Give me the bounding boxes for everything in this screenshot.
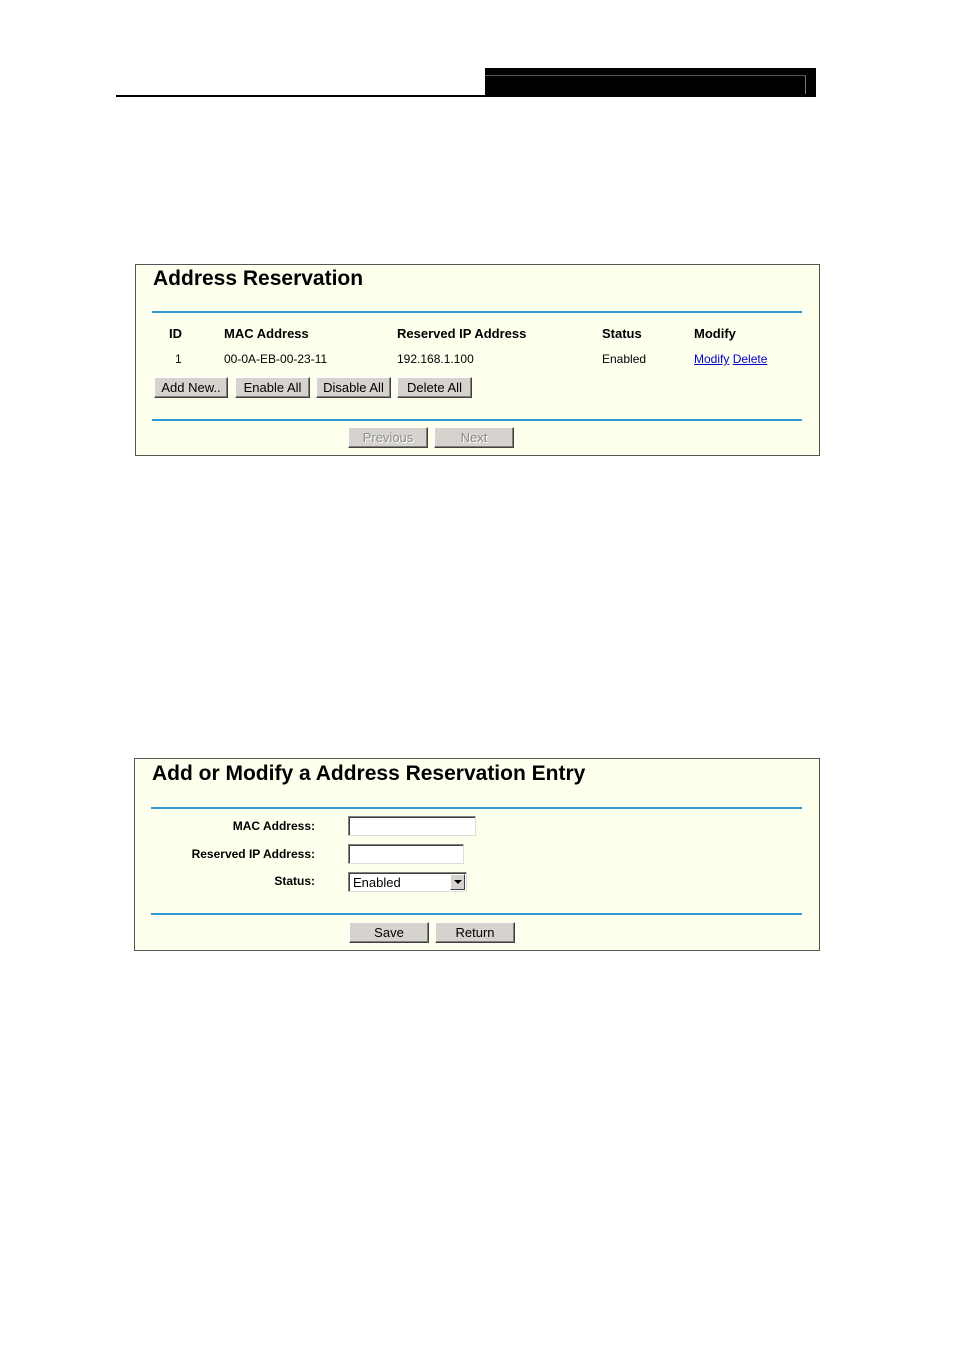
row-id: 1 bbox=[175, 352, 182, 366]
row-mac: 00-0A-EB-00-23-11 bbox=[224, 352, 328, 366]
address-reservation-panel bbox=[135, 264, 820, 456]
mac-address-input[interactable] bbox=[348, 816, 476, 836]
top-divider bbox=[152, 311, 802, 313]
row-actions bbox=[694, 352, 767, 366]
row-status: Enabled bbox=[602, 352, 647, 366]
col-header-id: ID bbox=[169, 326, 182, 341]
disable-all-button[interactable]: Disable All bbox=[316, 377, 391, 398]
status-selected-value: Enabled bbox=[353, 875, 401, 890]
next-button[interactable]: Next bbox=[434, 427, 514, 448]
document-header-bar bbox=[485, 68, 816, 97]
col-header-modify: Modify bbox=[694, 326, 736, 341]
header-bar-line bbox=[485, 75, 806, 76]
status-select[interactable] bbox=[348, 872, 467, 892]
bottom-divider bbox=[152, 419, 802, 421]
entry-bottom-divider bbox=[151, 913, 802, 915]
col-header-status: Status bbox=[602, 326, 642, 341]
enable-all-button[interactable]: Enable All bbox=[235, 377, 310, 398]
reserved-ip-input[interactable] bbox=[348, 844, 464, 864]
reserved-ip-label: Reserved IP Address: bbox=[191, 847, 315, 861]
entry-title: Add or Modify a Address Reservation Entry bbox=[152, 762, 586, 785]
return-button[interactable]: Return bbox=[435, 922, 515, 943]
modify-link[interactable]: Modify bbox=[694, 352, 730, 366]
add-modify-entry-panel bbox=[134, 758, 820, 951]
chevron-down-icon[interactable] bbox=[450, 874, 465, 890]
row-ip: 192.168.1.100 bbox=[397, 352, 474, 366]
status-label: Status: bbox=[274, 874, 315, 888]
add-new-button[interactable]: Add New.. bbox=[154, 377, 228, 398]
col-header-mac: MAC Address bbox=[224, 326, 309, 341]
delete-link[interactable]: Delete bbox=[732, 352, 768, 366]
mac-address-label: MAC Address: bbox=[232, 819, 315, 833]
header-bar-edge bbox=[805, 76, 806, 94]
entry-top-divider bbox=[151, 807, 802, 809]
save-button[interactable]: Save bbox=[349, 922, 429, 943]
document-header-rule bbox=[116, 95, 816, 97]
delete-all-button[interactable]: Delete All bbox=[397, 377, 472, 398]
page-title: Address Reservation bbox=[153, 267, 364, 290]
col-header-ip: Reserved IP Address bbox=[397, 326, 527, 341]
previous-button[interactable]: Previous bbox=[348, 427, 428, 448]
